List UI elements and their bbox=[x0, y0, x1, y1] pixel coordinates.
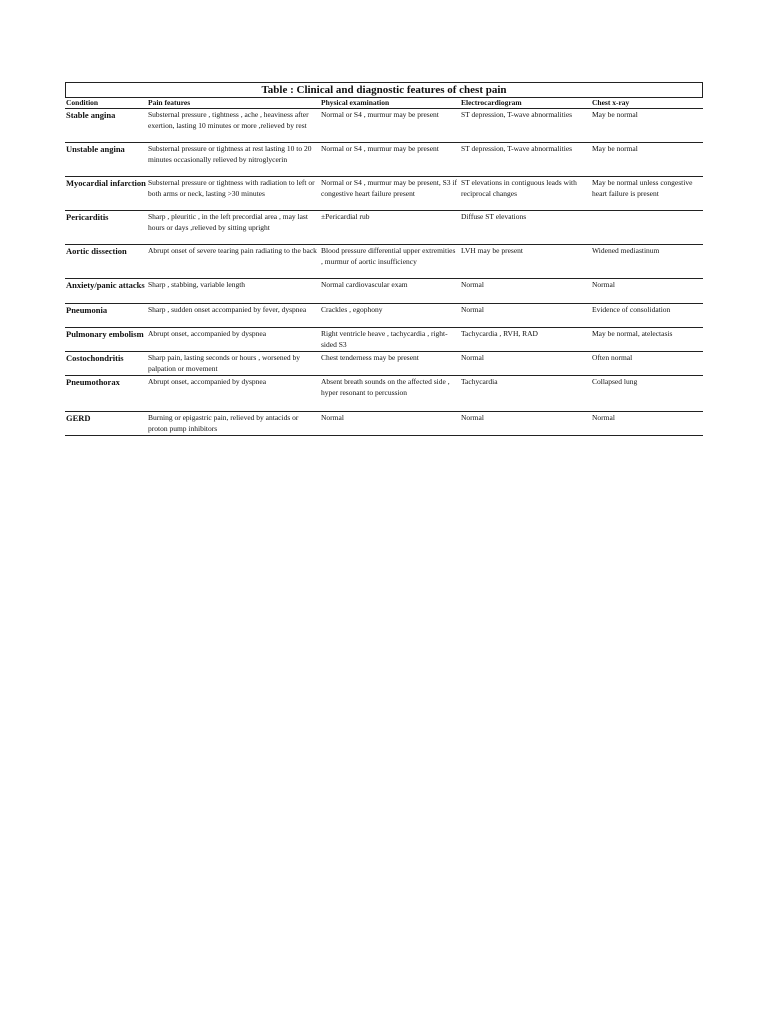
physical-exam-cell: Normal or S4 , murmur may be present bbox=[320, 109, 460, 143]
xray-cell: Widened mediastinum bbox=[591, 245, 703, 279]
table-header-row bbox=[65, 98, 703, 109]
pain-features-cell: Sharp , sudden onset accompanied by fever, dyspnea bbox=[147, 304, 320, 328]
ecg-cell: Normal bbox=[460, 304, 591, 328]
condition-cell: Anxiety/panic attacks bbox=[65, 279, 147, 304]
chest-pain-table bbox=[65, 82, 703, 436]
table-row bbox=[65, 109, 703, 143]
table-row bbox=[65, 211, 703, 245]
pain-features-cell: Substernal pressure or tightness with radiation to left or both arms or neck, lasting >30 minutes bbox=[147, 177, 320, 211]
table-row bbox=[65, 143, 703, 177]
xray-cell: May be normal unless congestive heart failure is present bbox=[591, 177, 703, 211]
header-pain-features: Pain features bbox=[147, 98, 320, 109]
ecg-cell: ST depression, T-wave abnormalities bbox=[460, 143, 591, 177]
xray-cell: Often normal bbox=[591, 352, 703, 376]
pain-features-cell: Substernal pressure , tightness , ache , heaviness after exertion, lasting 10 minutes or more ,relieved by rest bbox=[147, 109, 320, 143]
ecg-cell: Normal bbox=[460, 412, 591, 436]
physical-exam-cell: Blood pressure differential upper extremities , murmur of aortic insufficiency bbox=[320, 245, 460, 279]
ecg-cell: LVH may be present bbox=[460, 245, 591, 279]
table-row bbox=[65, 304, 703, 328]
pain-features-cell: Burning or epigastric pain, relieved by antacids or proton pump inhibitors bbox=[147, 412, 320, 436]
table-row bbox=[65, 177, 703, 211]
condition-cell: Pulmonary embolism bbox=[65, 328, 147, 352]
table-row bbox=[65, 352, 703, 376]
ecg-cell: Diffuse ST elevations bbox=[460, 211, 591, 245]
table-row bbox=[65, 245, 703, 279]
xray-cell: May be normal, atelectasis bbox=[591, 328, 703, 352]
condition-cell: Stable angina bbox=[65, 109, 147, 143]
table-row bbox=[65, 412, 703, 436]
physical-exam-cell: Crackles , egophony bbox=[320, 304, 460, 328]
header-condition: Condition bbox=[65, 98, 147, 109]
table-title: Table : Clinical and diagnostic features of chest pain bbox=[65, 82, 703, 97]
condition-cell: GERD bbox=[65, 412, 147, 436]
xray-cell: Evidence of consolidation bbox=[591, 304, 703, 328]
condition-cell: Aortic dissection bbox=[65, 245, 147, 279]
physical-exam-cell: Normal bbox=[320, 412, 460, 436]
header-chest-xray: Chest x-ray bbox=[591, 98, 703, 109]
ecg-cell: Normal bbox=[460, 352, 591, 376]
xray-cell: Collapsed lung bbox=[591, 376, 703, 412]
pain-features-cell: Sharp , pleuritic , in the left precordial area , may last hours or days ,relieved by sitting upright bbox=[147, 211, 320, 245]
pain-features-cell: Sharp pain, lasting seconds or hours , worsened by palpation or movement bbox=[147, 352, 320, 376]
header-electrocardiogram: Electrocardiogram bbox=[460, 98, 591, 109]
ecg-cell: Tachycardia , RVH, RAD bbox=[460, 328, 591, 352]
physical-exam-cell: Right ventricle heave , tachycardia , right-sided S3 bbox=[320, 328, 460, 352]
xray-cell: May be normal bbox=[591, 143, 703, 177]
condition-cell: Costochondritis bbox=[65, 352, 147, 376]
xray-cell bbox=[591, 211, 703, 245]
ecg-cell: ST depression, T-wave abnormalities bbox=[460, 109, 591, 143]
table-row bbox=[65, 279, 703, 304]
pain-features-cell: Abrupt onset, accompanied by dyspnea bbox=[147, 376, 320, 412]
xray-cell: May be normal bbox=[591, 109, 703, 143]
xray-cell: Normal bbox=[591, 412, 703, 436]
physical-exam-cell: Normal cardiovascular exam bbox=[320, 279, 460, 304]
pain-features-cell: Sharp , stabbing, variable length bbox=[147, 279, 320, 304]
ecg-cell: Normal bbox=[460, 279, 591, 304]
ecg-cell: Tachycardia bbox=[460, 376, 591, 412]
physical-exam-cell: Chest tenderness may be present bbox=[320, 352, 460, 376]
condition-cell: Pneumothorax bbox=[65, 376, 147, 412]
condition-cell: Pericarditis bbox=[65, 211, 147, 245]
physical-exam-cell: ±Pericardial rub bbox=[320, 211, 460, 245]
pain-features-cell: Abrupt onset, accompanied by dyspnea bbox=[147, 328, 320, 352]
header-physical-examination: Physical examination bbox=[320, 98, 460, 109]
condition-cell: Unstable angina bbox=[65, 143, 147, 177]
chest-pain-table-container bbox=[65, 82, 703, 436]
physical-exam-cell: Normal or S4 , murmur may be present, S3 if congestive heart failure present bbox=[320, 177, 460, 211]
pain-features-cell: Abrupt onset of severe tearing pain radiating to the back bbox=[147, 245, 320, 279]
condition-cell: Pneumonia bbox=[65, 304, 147, 328]
condition-cell: Myocardial infarction bbox=[65, 177, 147, 211]
xray-cell: Normal bbox=[591, 279, 703, 304]
ecg-cell: ST elevations in contiguous leads with reciprocal changes bbox=[460, 177, 591, 211]
physical-exam-cell: Normal or S4 , murmur may be present bbox=[320, 143, 460, 177]
physical-exam-cell: Absent breath sounds on the affected side , hyper resonant to percussion bbox=[320, 376, 460, 412]
pain-features-cell: Substernal pressure or tightness at rest lasting 10 to 20 minutes occasionally relieved by nitroglycerin bbox=[147, 143, 320, 177]
table-row bbox=[65, 376, 703, 412]
table-row bbox=[65, 328, 703, 352]
